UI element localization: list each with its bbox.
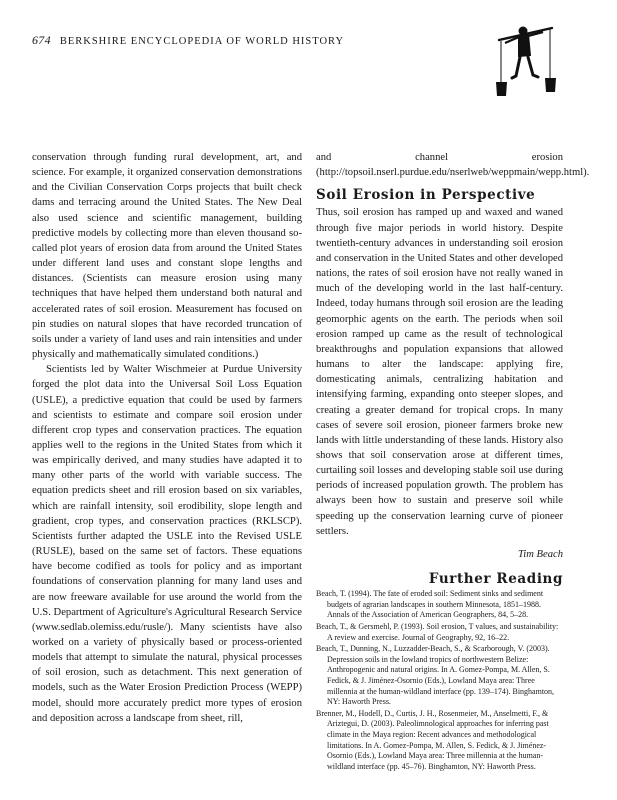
page-number: 674 [32, 33, 51, 47]
right-column [316, 150, 590, 773]
body-paragraph: conservation through funding rural development, art, and science. For example, it organized conservation demonstrations and the Civilian Conservation Corps projects that built check dams and terracing around the United States. The New Deal also used science and scientific management, building predictive models by collecting more than eleven thousand so-called plot years of erosion data from around the United States under different land uses and constant slope lengths and distances. (Scientists can measure erosion using many techniques that have helped them understand both natural and accelerated rates of soil erosion. Measurement has focused on pin studies on natural slopes that have recorded truncation of soils under a variety of land uses and rain intensities and under physically and mathematically simulated conditions.) [32, 152, 302, 361]
reference-list [316, 589, 563, 772]
further-reading-heading: Further Reading [428, 571, 563, 588]
section-heading: Soil Erosion in Perspective [316, 187, 536, 204]
person-carrying-buckets-icon [496, 20, 556, 102]
body-paragraph: Thus, soil erosion has ramped up and waxed and waned through five major periods in world history. Despite twentieth-century advances in understanding soil erosion and conservation in the United States and other developed nations, the rates of soil erosion have not really waned in much of the developing world in the last half-century. Indeed, today humans through soil erosion are the leading geomorphic agents on the earth. The periods when soil erosion ramped up came as the result of technological breakthroughs and population expansions that allowed humans to alter the landscape: applying fire, domesticating animals, centralizing habitation and intensifying farming, expanding onto steeper slopes, and creating a greater demand for tropical crops. In many cases of severe soil erosion, pioneer farmers broke new lands with little understanding of these lands. History also shows that soil conservation arose at different times, curtailing soil losses and developing stable soil use during periods of increased population growth. The problem has always been how to sustain and preserve soil while speeding up the conservation learning curve of pioneer settlers. [316, 207, 563, 537]
reference-item: Brenner, M., Hodell, D., Curtis, J. H., Rosenmeier, M., Anselmetti, F., & Ariztegui, D. (2003). Paleolimnological approaches for inferring past climate in the Maya region: Recent advances and methodological limitations. In A. Gomez-Pompa, M. Allen, S. Fedick, & J. Jiménez-Osornio (Eds.), Lowland Maya area: Three millennia at the human-wildland interface (pp. 45–76). Binghamton, NY: Haworth Press. [316, 708, 549, 771]
body-paragraph: Scientists led by Walter Wischmeier at Purdue University forged the plot data into the Universal Soil Loss Equation (USLE), a predictive equation that could be used by farmers and scientists to estimate and compare soil erosion under different crop types and conservation practices. The equation applies well to the regions in the United States from which it was empirically derived, and many studies have adapted it to many other parts of the world with variable success. The equation predicts sheet and rill erosion based on six variables, which are rainfall intensity, soil erodibility, slope length and gradient, crop types, and conservation practices (RKLSCP). Scientists further adapted the USLE into the Revised USLE (RUSLE), based on the same set of factors. These equations have become codified as tools for policy and as important foundations of conservation planning for many land uses and are now freeware available for use around the world from the U.S. Department of Agriculture's Agricultural Research Service (www.sedlab.olemiss.edu/rusle/). Many scientists have also worked on a variety of physically based or process-oriented models that attempt to simulate the natural, physical processes of soil erosion, such as detachment. This next generation of models, such as the Water Erosion Prediction Process (WEPP) model, should more accurately predict more types of erosion and deposition across a landscape from sheet, rill, [32, 364, 302, 724]
reference-item: Beach, T., & Gersmehl, P. (1993). Soil erosion, T values, and sustainability: A review and exercise. Journal of Geography, 92, 16–22. [316, 622, 559, 642]
body-paragraph: and channel erosion (http://topsoil.nserl.purdue.edu/nserlweb/weppmain/wepp.html). [316, 152, 590, 179]
reference-item: Beach, T. (1994). The fate of eroded soil: Sediment sinks and sediment budgets of agrarian landscapes in southern Minnesota, 1851–1988. Annals of the Association of American Geographers, 84, 5–28. [316, 589, 544, 620]
author-signature: Tim Beach [517, 548, 563, 560]
reference-item: Beach, T., Dunning, N., Luzzadder-Beach, S., & Scarborough, V. (2003). Depression soils in the lowland tropics of northwestern Belize: Anthropogenic and natural origins. In A. Gomez-Pompa, M. Allen, S. Fedick, & J. Jiménez-Osornio (Eds.), Lowland Maya area: Three millennia at the human-wildland interface (pp. 139–174). Binghamton, NY: Haworth Press. [316, 644, 555, 707]
running-title: BERKSHIRE ENCYCLOPEDIA OF WORLD HISTORY [59, 36, 345, 47]
running-header [32, 33, 344, 48]
left-column [32, 150, 302, 726]
